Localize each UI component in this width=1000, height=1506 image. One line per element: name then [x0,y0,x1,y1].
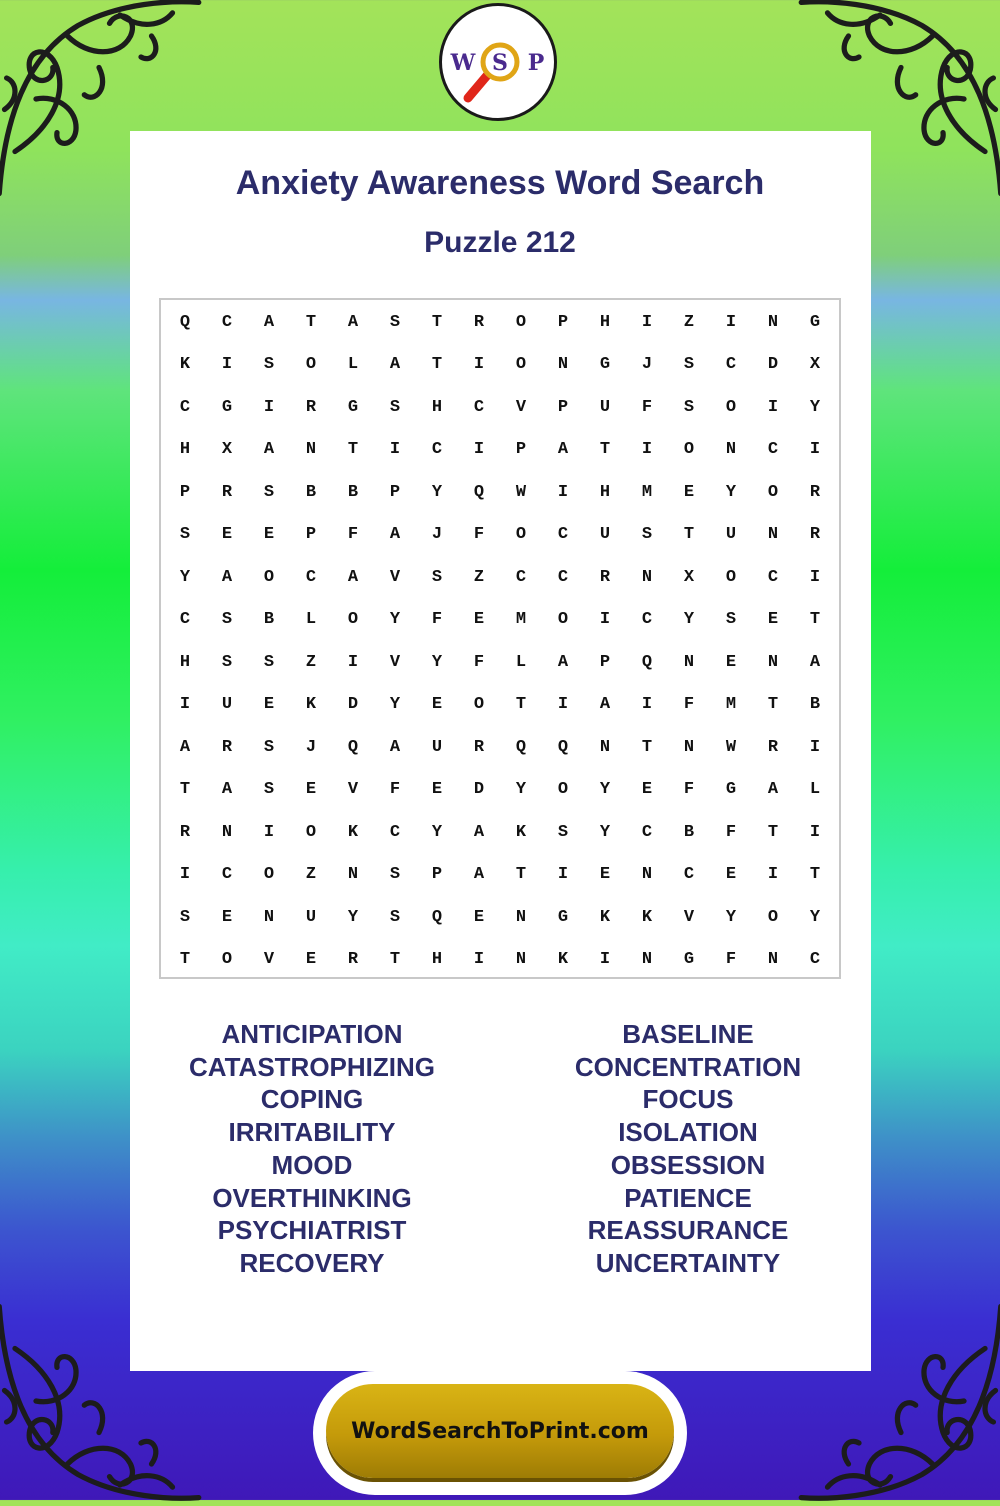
grid-cell[interactable]: C [179,610,191,630]
grid-cell[interactable]: O [473,695,485,715]
page-title: Anxiety Awareness Word Search [235,164,765,202]
grid-cell[interactable]: E [641,780,653,800]
grid-cell[interactable]: I [641,440,653,460]
grid-cell[interactable]: S [263,652,275,672]
grid-cell[interactable]: E [725,865,737,885]
grid-cell[interactable]: A [389,737,401,757]
grid-cell[interactable]: N [767,525,779,545]
grid-cell[interactable]: Q [515,737,527,757]
grid-cell[interactable]: R [221,482,233,502]
word-list-item: ANTICIPATION [221,1019,403,1049]
grid-cell[interactable]: V [263,950,275,970]
grid-cell[interactable]: Q [557,737,569,757]
grid-cell[interactable]: S [557,822,569,842]
grid-cell[interactable]: H [431,397,443,417]
grid-cell[interactable]: S [389,312,401,332]
grid-cell[interactable]: E [473,610,485,630]
grid-cell[interactable]: W [515,482,527,502]
grid-cell[interactable]: T [641,737,653,757]
grid-cell[interactable]: C [557,525,569,545]
grid-cell[interactable]: O [347,610,359,630]
grid-cell[interactable]: B [305,482,317,502]
grid-cell[interactable]: E [221,907,233,927]
grid-cell[interactable]: R [473,737,485,757]
grid-cell[interactable]: T [347,440,359,460]
grid-cell[interactable]: H [179,440,191,460]
grid-cell[interactable]: A [347,567,359,587]
grid-cell[interactable]: K [599,907,611,927]
grid-cell[interactable]: O [557,610,569,630]
grid-cell[interactable]: I [557,695,569,715]
grid-cell[interactable]: S [725,610,737,630]
grid-cell[interactable]: C [641,822,653,842]
grid-cell[interactable]: H [179,652,191,672]
grid-cell[interactable]: N [347,865,359,885]
grid-cell[interactable]: C [809,950,821,970]
grid-cell[interactable]: P [431,865,443,885]
grid-cell[interactable]: H [599,482,611,502]
grid-cell[interactable]: X [683,567,695,587]
word-list-item: BASELINE [622,1019,754,1049]
grid-cell[interactable]: S [221,610,233,630]
grid-cell[interactable]: Y [725,907,737,927]
grid-cell[interactable]: Y [179,567,191,587]
grid-cell[interactable]: P [557,312,569,332]
grid-cell[interactable]: X [809,355,821,375]
grid-cell[interactable]: R [767,737,779,757]
grid-cell[interactable]: O [515,312,527,332]
grid-cell[interactable]: F [473,525,485,545]
grid-cell[interactable]: V [683,907,695,927]
grid-cell[interactable]: I [557,482,569,502]
grid-cell[interactable]: C [557,567,569,587]
grid-cell[interactable]: I [599,950,611,970]
grid-cell[interactable]: R [809,482,821,502]
grid-cell[interactable]: N [767,312,779,332]
grid-cell[interactable]: E [725,652,737,672]
grid-cell[interactable]: I [263,397,275,417]
grid-cell[interactable]: E [263,525,275,545]
grid-cell[interactable]: P [389,482,401,502]
grid-cell[interactable]: F [725,822,737,842]
grid-cell[interactable]: S [263,355,275,375]
grid-cell[interactable]: C [431,440,443,460]
grid-cell[interactable]: Y [809,907,821,927]
grid-cell[interactable]: U [431,737,443,757]
grid-cell[interactable]: T [431,312,443,332]
grid-cell[interactable]: E [431,780,443,800]
grid-cell[interactable]: K [515,822,527,842]
grid-cell[interactable]: I [557,865,569,885]
grid-cell[interactable]: O [683,440,695,460]
grid-cell[interactable]: C [389,822,401,842]
grid-cell[interactable]: Q [431,907,443,927]
grid-cell[interactable]: I [179,865,191,885]
grid-cell[interactable]: Y [683,610,695,630]
grid-cell[interactable]: G [221,397,233,417]
grid-cell[interactable]: J [641,355,653,375]
grid-cell[interactable]: K [641,907,653,927]
grid-cell[interactable]: A [263,312,275,332]
grid-cell[interactable]: A [221,780,233,800]
grid-cell[interactable]: L [809,780,821,800]
grid-cell[interactable]: S [221,652,233,672]
grid-cell[interactable]: Y [389,695,401,715]
grid-cell[interactable]: C [767,567,779,587]
grid-cell[interactable]: W [725,737,737,757]
grid-cell[interactable]: G [683,950,695,970]
grid-cell[interactable]: C [767,440,779,460]
grid-cell[interactable]: Z [683,312,695,332]
word-list-right [498,1018,878,1280]
grid-cell[interactable]: S [179,907,191,927]
grid-cell[interactable]: O [767,482,779,502]
grid-cell[interactable]: G [809,312,821,332]
grid-cell[interactable]: P [305,525,317,545]
grid-cell[interactable]: G [599,355,611,375]
grid-cell[interactable]: I [263,822,275,842]
grid-cell[interactable]: F [641,397,653,417]
grid-cell[interactable]: T [431,355,443,375]
grid-cell[interactable]: Y [809,397,821,417]
grid-cell[interactable]: P [557,397,569,417]
grid-cell[interactable]: B [809,695,821,715]
grid-cell[interactable]: Z [305,865,317,885]
grid-cell[interactable]: O [221,950,233,970]
grid-cell[interactable]: N [767,652,779,672]
grid-cell[interactable]: A [347,312,359,332]
grid-cell[interactable]: T [179,950,191,970]
grid-cell[interactable]: A [599,695,611,715]
grid-cell[interactable]: A [179,737,191,757]
grid-cell[interactable]: I [641,312,653,332]
grid-cell[interactable]: N [305,440,317,460]
word-list-item: COPING [260,1084,364,1115]
grid-cell[interactable]: R [809,525,821,545]
grid-cell[interactable]: N [683,652,695,672]
letter-grid [159,298,841,979]
word-list-item: FOCUS [642,1084,734,1115]
word-list-item: CONCENTRATION [574,1051,802,1082]
grid-cell[interactable]: E [263,695,275,715]
grid-cell[interactable]: B [263,610,275,630]
grid-cell[interactable]: U [305,907,317,927]
grid-cell[interactable]: B [347,482,359,502]
grid-cell[interactable]: N [641,567,653,587]
grid-cell[interactable]: P [515,440,527,460]
grid-cell[interactable]: I [389,440,401,460]
grid-cell[interactable]: T [305,312,317,332]
grid-cell[interactable]: J [305,737,317,757]
grid-cell[interactable]: X [221,440,233,460]
grid-cell[interactable]: S [641,525,653,545]
grid-cell[interactable]: S [263,737,275,757]
grid-cell[interactable]: A [767,780,779,800]
grid-cell[interactable]: G [557,907,569,927]
grid-cell[interactable]: Q [641,652,653,672]
grid-cell[interactable]: A [473,865,485,885]
grid-cell[interactable]: F [347,525,359,545]
grid-cell[interactable]: A [809,652,821,672]
grid-cell[interactable]: N [263,907,275,927]
grid-cell[interactable]: Y [725,482,737,502]
grid-cell[interactable]: S [389,907,401,927]
word-list-item: ISOLATION [618,1117,758,1148]
grid-cell[interactable]: I [347,652,359,672]
grid-cell[interactable]: T [809,865,821,885]
site-link-button[interactable]: WordSearchToPrint.com [326,1384,674,1478]
grid-cell[interactable]: P [179,482,191,502]
grid-cell[interactable]: A [557,652,569,672]
grid-cell[interactable]: S [389,397,401,417]
grid-cell[interactable]: I [473,355,485,375]
grid-cell[interactable]: D [347,695,359,715]
grid-cell[interactable]: N [767,950,779,970]
grid-cell[interactable]: E [221,525,233,545]
grid-cell[interactable]: Y [431,652,443,672]
grid-cell[interactable]: K [179,355,191,375]
grid-cell[interactable]: U [599,525,611,545]
grid-cell[interactable]: M [515,610,527,630]
grid-cell[interactable]: C [725,355,737,375]
grid-cell[interactable]: J [431,525,443,545]
grid-cell[interactable]: T [179,780,191,800]
grid-cell[interactable]: Y [389,610,401,630]
grid-cell[interactable]: L [515,652,527,672]
grid-cell[interactable]: E [599,865,611,885]
grid-cell[interactable]: Q [473,482,485,502]
word-list-item: PATIENCE [624,1182,752,1213]
grid-cell[interactable]: T [809,610,821,630]
grid-cell[interactable]: V [389,567,401,587]
grid-cell[interactable]: T [683,525,695,545]
grid-cell[interactable]: F [389,780,401,800]
grid-cell[interactable]: E [683,482,695,502]
grid-cell[interactable]: I [221,355,233,375]
grid-cell[interactable]: D [767,355,779,375]
grid-cell[interactable]: I [473,440,485,460]
grid-cell[interactable]: C [683,865,695,885]
grid-cell[interactable]: O [557,780,569,800]
grid-cell[interactable]: C [473,397,485,417]
grid-cell[interactable]: A [389,355,401,375]
grid-cell[interactable]: R [599,567,611,587]
grid-cell[interactable]: N [515,950,527,970]
word-list-item: PSYCHIATRIST [217,1215,407,1246]
grid-cell[interactable]: Y [347,907,359,927]
word-list-item: REASSURANCE [587,1215,789,1246]
logo-letter-p: P [527,50,545,76]
grid-cell[interactable]: R [305,397,317,417]
grid-cell[interactable]: O [263,567,275,587]
grid-cell[interactable]: B [683,822,695,842]
grid-cell[interactable]: T [515,695,527,715]
word-list-item: IRRITABILITY [228,1117,396,1148]
grid-cell[interactable]: I [767,865,779,885]
grid-cell[interactable]: O [305,822,317,842]
grid-cell[interactable]: C [305,567,317,587]
grid-cell[interactable]: P [599,652,611,672]
word-list-item: OBSESSION [610,1149,766,1180]
grid-cell[interactable]: E [305,950,317,970]
word-list-item: MOOD [271,1149,353,1180]
grid-cell[interactable]: O [515,525,527,545]
grid-cell[interactable]: O [263,865,275,885]
grid-cell[interactable]: A [557,440,569,460]
grid-cell[interactable]: F [725,950,737,970]
grid-cell[interactable]: N [641,865,653,885]
word-list-item: RECOVERY [239,1247,385,1278]
grid-cell[interactable]: I [767,397,779,417]
grid-cell[interactable]: T [767,822,779,842]
grid-cell[interactable]: M [725,695,737,715]
grid-cell[interactable]: R [179,822,191,842]
grid-cell[interactable]: O [767,907,779,927]
grid-cell[interactable]: I [599,610,611,630]
grid-cell[interactable]: C [641,610,653,630]
grid-cell[interactable]: S [431,567,443,587]
grid-cell[interactable]: N [683,737,695,757]
grid-cell[interactable]: V [347,780,359,800]
grid-cell[interactable]: I [641,695,653,715]
grid-cell[interactable]: Q [347,737,359,757]
grid-cell[interactable]: E [431,695,443,715]
grid-cell[interactable]: S [263,482,275,502]
grid-cell[interactable]: Z [473,567,485,587]
grid-cell[interactable]: A [263,440,275,460]
grid-cell[interactable]: I [809,567,821,587]
grid-cell[interactable]: E [767,610,779,630]
grid-cell[interactable]: A [389,525,401,545]
grid-cell[interactable]: N [599,737,611,757]
grid-cell[interactable]: N [515,907,527,927]
grid-cell[interactable]: Y [599,822,611,842]
grid-cell[interactable]: U [725,525,737,545]
grid-cell[interactable]: A [473,822,485,842]
grid-cell[interactable]: I [179,695,191,715]
grid-cell[interactable]: Y [431,482,443,502]
grid-cell[interactable]: T [767,695,779,715]
grid-cell[interactable]: K [305,695,317,715]
grid-cell[interactable]: F [431,610,443,630]
grid-cell[interactable]: F [473,652,485,672]
grid-cell[interactable]: U [599,397,611,417]
grid-cell[interactable]: Y [515,780,527,800]
grid-cell[interactable]: I [725,312,737,332]
grid-cell[interactable]: R [473,312,485,332]
grid-cell[interactable]: T [599,440,611,460]
grid-cell[interactable]: C [221,865,233,885]
grid-cell[interactable]: Z [305,652,317,672]
grid-cell[interactable]: A [221,567,233,587]
grid-cell[interactable]: R [221,737,233,757]
grid-cell[interactable]: L [347,355,359,375]
footer-pill [313,1371,687,1495]
grid-cell[interactable]: K [557,950,569,970]
logo-letter-s: S [492,50,508,76]
word-list-left [122,1018,502,1280]
grid-cell[interactable]: E [305,780,317,800]
grid-cell[interactable]: H [599,312,611,332]
grid-cell[interactable]: O [305,355,317,375]
grid-cell[interactable]: E [473,907,485,927]
grid-cell[interactable]: I [809,737,821,757]
grid-cell[interactable]: C [179,397,191,417]
grid-cell[interactable]: O [515,355,527,375]
grid-cell[interactable]: R [347,950,359,970]
wsp-logo [439,3,557,121]
grid-cell[interactable]: S [263,780,275,800]
grid-cell[interactable]: T [389,950,401,970]
grid-cell[interactable]: S [683,355,695,375]
logo-letter-w: W [450,50,476,76]
grid-cell[interactable]: S [389,865,401,885]
grid-cell[interactable]: L [305,610,317,630]
grid-cell[interactable]: I [809,822,821,842]
grid-cell[interactable]: K [347,822,359,842]
grid-cell[interactable]: N [221,822,233,842]
grid-cell[interactable]: I [809,440,821,460]
grid-cell[interactable]: U [221,695,233,715]
grid-cell[interactable]: F [683,695,695,715]
grid-cell[interactable]: S [683,397,695,417]
grid-cell[interactable]: Y [599,780,611,800]
grid-cell[interactable]: G [725,780,737,800]
grid-cell[interactable]: C [221,312,233,332]
grid-cell[interactable]: H [431,950,443,970]
grid-cell[interactable]: M [641,482,653,502]
grid-cell[interactable]: C [515,567,527,587]
grid-cell[interactable]: T [515,865,527,885]
grid-cell[interactable]: N [641,950,653,970]
word-list-item: CATASTROPHIZING [188,1051,436,1082]
grid-cell[interactable]: D [473,780,485,800]
word-list-item: UNCERTAINTY [595,1247,781,1278]
grid-cell[interactable]: I [473,950,485,970]
grid-cell[interactable]: G [347,397,359,417]
grid-cell[interactable]: S [179,525,191,545]
puzzle-number: Puzzle 212 [424,226,576,259]
grid-cell[interactable]: O [725,397,737,417]
grid-cell[interactable]: O [725,567,737,587]
word-list-item: OVERTHINKING [212,1182,412,1213]
grid-cell[interactable]: V [515,397,527,417]
grid-cell[interactable]: N [725,440,737,460]
grid-cell[interactable]: N [557,355,569,375]
grid-cell[interactable]: Q [179,312,191,332]
grid-cell[interactable]: Y [431,822,443,842]
grid-cell[interactable]: F [683,780,695,800]
grid-cell[interactable]: V [389,652,401,672]
